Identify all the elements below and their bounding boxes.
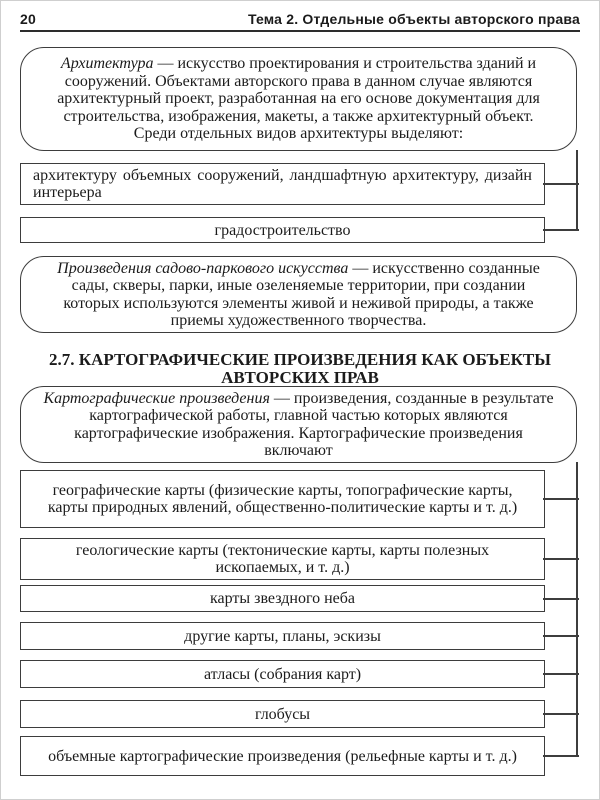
architecture-definition-text [43,55,554,143]
cartography-type-star-maps-box [20,585,545,612]
architecture-connector-line [576,150,578,231]
page-number: 20 [20,11,36,27]
section-heading: 2.7. КАРТОГРАФИЧЕСКИЕ ПРОИЗВЕДЕНИЯ КАК ОБЪЕКТЫ АВТОРСКИХ ПРАВ [49,350,551,388]
cartography-type-atlases-text: атласы (собрания карт) [203,665,362,683]
cartography-definition-box [20,386,577,463]
running-title: Тема 2. Отдельные объекты авторского права [247,11,580,27]
cartography-definition-text [43,390,554,460]
cartography-type-geographic-box [20,470,545,528]
cartography-type-relief-box [20,736,545,776]
cartography-type-star-maps-text: карты звездного неба [209,590,356,607]
running-header [20,10,580,32]
architecture-type-volumetric-box [20,163,545,205]
architecture-type-urban-planning-text: градостроительство [214,221,351,239]
garden-art-definition-body: — искусственно созданные сады, скверы, парки, иные озеленяемые территории, при создании которых используются элементы живой и неживой природы, а также приемы художественного творчества. [63,259,540,329]
cartography-type-other-maps-text: другие карты, планы, эскизы [184,627,381,645]
cartography-type-geographic-text: географические карты (физические карты, топографические карты, карты природных явлений, общественно-политические карты и т. д.) [47,482,518,516]
cartography-connector-line [576,462,578,756]
garden-art-term: Произведения садово-паркового искусства [57,259,349,277]
cartography-type-other-maps-box [20,622,545,650]
cartography-type-globes-box [20,700,545,728]
architecture-type-volumetric-text: архитектуру объемных сооружений, ландшафтную архитектуру, дизайн интерьера [33,167,532,201]
cartography-definition-body: — произведения, созданные в результате картографической работы, главной частью которых являются картографические изображения. Картографические произведения включают [74,389,554,459]
architecture-term: Архитектура [60,55,154,73]
garden-art-definition-box [20,256,577,333]
architecture-definition-body: — искусство проектирования и строительства зданий и сооружений. Объектами авторского права в данном случае являются архитектурный проект, разработанная на его основе документация для строительства, изображения, макеты, а также архитектурный объект. Среди отдельных видов архитектуры выделяют: [57,55,540,143]
architecture-definition-box [20,47,577,151]
cartography-type-relief-text: объемные картографические произведения (рельефные карты и т. д.) [48,747,517,765]
garden-art-definition-text [43,260,554,330]
cartography-type-geological-text: геологические карты (тектонические карты, карты полезных ископаемых, и т. д.) [75,542,490,576]
architecture-type-urban-planning-box [20,217,545,243]
cartography-term: Картографические произведения [43,389,270,407]
cartography-type-globes-text: глобусы [254,705,311,723]
cartography-type-geological-box [20,538,545,580]
cartography-type-atlases-box [20,660,545,688]
